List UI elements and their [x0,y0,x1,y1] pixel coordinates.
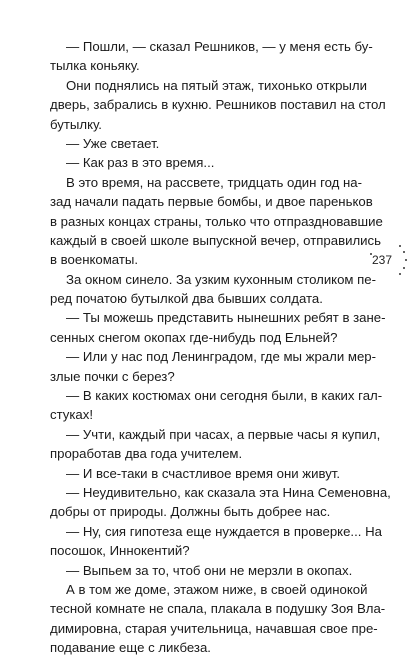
text-line: зад начали падать первые бомбы, и двое пареньков [50,194,373,210]
text-line: — Уже светает. [66,135,160,151]
text-line: сенных снегом окопах где-нибудь под Ельней? [50,329,338,345]
text-line: дверь, забрались в кухню. Решников поставил на стол [50,97,386,113]
text-line: — Учти, каждый при часах, а первые часы я купил, [66,426,381,442]
page-number: 237 [372,253,393,267]
text-line: — В каких костюмах они сегодня были, в каких гал- [66,388,383,404]
text-line: димировна, старая учительница, начавшая свое пре- [50,620,378,636]
text-line: злые почки с берез? [50,368,175,384]
text-line: — И все-таки в счастливое время они живут. [66,465,341,481]
text-line: проработав два года учителем. [50,446,243,462]
decorative-dot [399,245,401,247]
text-line: — Ты можешь представить нынешних ребят в зане- [66,310,386,326]
text-line: ред початою бутылкой два бывших солдата. [50,291,323,307]
decorative-dot [403,251,405,253]
text-line: стуках! [50,407,94,423]
text-line: За окном синело. За узким кухонным столиком пе- [66,271,377,287]
text-line: — Неудивительно, как сказала эта Нина Семеновна, [66,484,391,500]
decorative-dot [399,273,401,275]
text-line: — Ну, сия гипотеза еще нуждается в проверке... На [66,523,382,539]
text-line: — Выпьем за то, чтоб они не мерзли в окопах. [66,562,353,578]
decorative-dot [370,253,372,255]
decorative-dot [403,267,405,269]
text-line: Они поднялись на пятый этаж, тихонько открыли [66,77,367,93]
text-line: каждый в своей школе выпускной вечер, отправились [50,232,381,248]
text-line: посошок, Иннокентий? [50,543,190,559]
text-line: тесной комнате не спала, плакала в подушку Зоя Вла- [50,601,386,617]
text-line: в разных концах страны, только что отпраздновавшие [50,213,383,229]
page-number-marker [366,240,412,280]
text-line: подавание еще с ликбеза. [50,640,211,656]
text-line: — Или у нас под Ленинградом, где мы жрали мер- [66,349,377,365]
decorative-dot [405,259,407,261]
text-line: — Как раз в это время... [66,155,215,171]
text-line: А в том же доме, этажом ниже, в своей одинокой [66,581,368,597]
text-line: в военкоматы. [50,252,139,268]
text-line: добры от природы. Должны быть добрее нас. [50,504,331,520]
text-line: В это время, на рассвете, тридцать один год на- [66,174,363,190]
text-line: — Пошли, — сказал Решников, — у меня есть бу- [66,39,373,54]
text-line: тылка коньяку. [50,58,140,74]
text-line: бутылку. [50,116,102,132]
